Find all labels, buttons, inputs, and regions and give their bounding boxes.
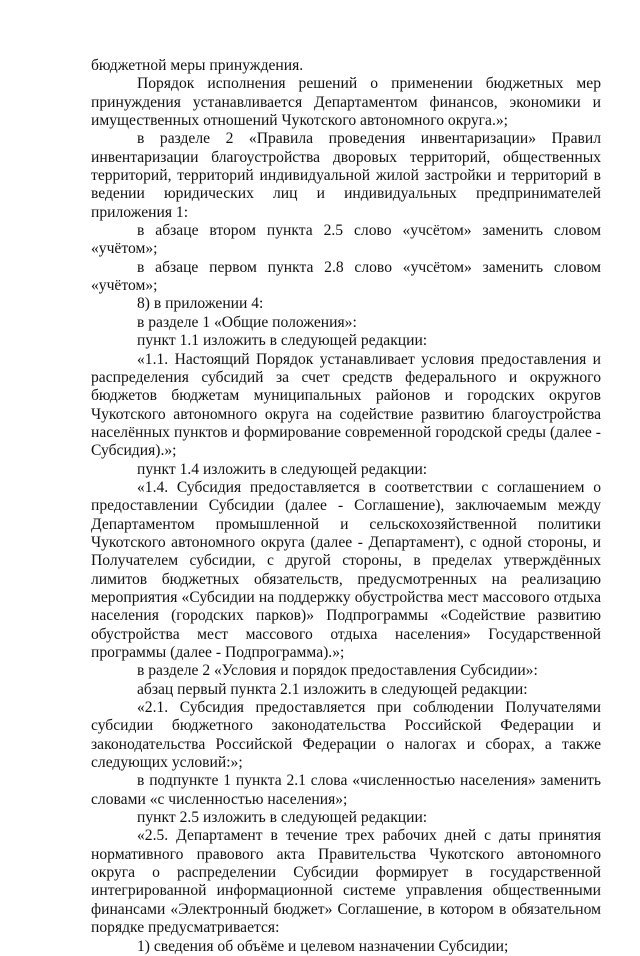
paragraph: бюджетной меры принуждения. — [91, 57, 304, 74]
paragraph: в разделе 2 «Условия и порядок предоставления Субсидии»: — [137, 662, 538, 680]
paragraph: пункт 1.4 изложить в следующей редакции: — [137, 460, 428, 478]
paragraph: в абзаце первом пункта 2.8 слово «учсётом» заменить словом «учётом»; — [91, 258, 601, 295]
paragraph: в разделе 1 «Общие положения»: — [137, 313, 357, 331]
paragraph: абзац первый пункта 2.1 изложить в следующей редакции: — [137, 680, 528, 698]
paragraph: пункт 1.1 изложить в следующей редакции: — [137, 332, 428, 350]
paragraph: 1) сведения об объёме и целевом назначении Субсидии; — [137, 937, 509, 955]
document-body — [91, 57, 601, 956]
paragraph: в подпункте 1 пункта 2.1 слова «численностью населения» заменить словами «с численностью населения»; — [91, 772, 601, 808]
paragraph: «2.1. Субсидия предоставляется при соблюдении Получателями субсидии бюджетного законодательства Российской Федерации и законодательства Российской Федерации о налогах и сборах, а также следующих условий:»; — [91, 699, 601, 772]
paragraph: в абзаце втором пункта 2.5 слово «учсётом» заменить словом «учётом»; — [91, 222, 601, 258]
paragraph: «1.1. Настоящий Порядок устанавливает условия предоставления и распределения субсидий за счет средств федерального и окружного бюджетов бюджетам муниципальных районов и городских округов Чукотского автономного округа на содействие развитию благоустройства населённых пунктов и формирование современной городской среды (далее - Субсидия).»; — [91, 350, 601, 460]
paragraph: 8) в приложении 4: — [137, 295, 264, 313]
paragraph: в разделе 2 «Правила проведения инвентаризации» Правил инвентаризации благоустройства дворовых территорий, общественных территорий, территорий индивидуальной жилой застройки и территорий в ведении юридических лиц и индивидуальных предпринимателей приложения 1: — [91, 130, 601, 221]
paragraph: Порядок исполнения решений о применении бюджетных мер принуждения устанавливается Департаментом финансов, экономики и имущественных отношений Чукотского автономного округа.»; — [91, 75, 601, 130]
paragraph: «2.5. Департамент в течение трех рабочих дней с даты принятия нормативного правового акта Правительства Чукотского автономного округа о распределении Субсидии формирует в государственной интегрированной информационной системе управления общественными финансами «Электронный бюджет» Соглашение, в котором в обязательном порядке предусматривается: — [91, 827, 601, 937]
paragraph: пункт 2.5 изложить в следующей редакции: — [137, 809, 428, 827]
paragraph: «1.4. Субсидия предоставляется в соответствии с соглашением о предоставлении Субсидии (далее - Соглашение), заключаемым между Департаментом промышленной и сельскохозяйственной политики Чукотского автономного округа (далее - Департамент), с одной стороны, и Получателем субсидии, с другой стороны, в пределах утверждённых лимитов бюджетных обязательств, предусмотренных на реализацию мероприятия «Субсидии на поддержку обустройства мест массового отдыха населения (городских парков)» Подпрограммы «Содействие развитию обустройства мест массового отдыха населения» Государственной программы (далее - Подпрограмма).»; — [91, 478, 601, 661]
